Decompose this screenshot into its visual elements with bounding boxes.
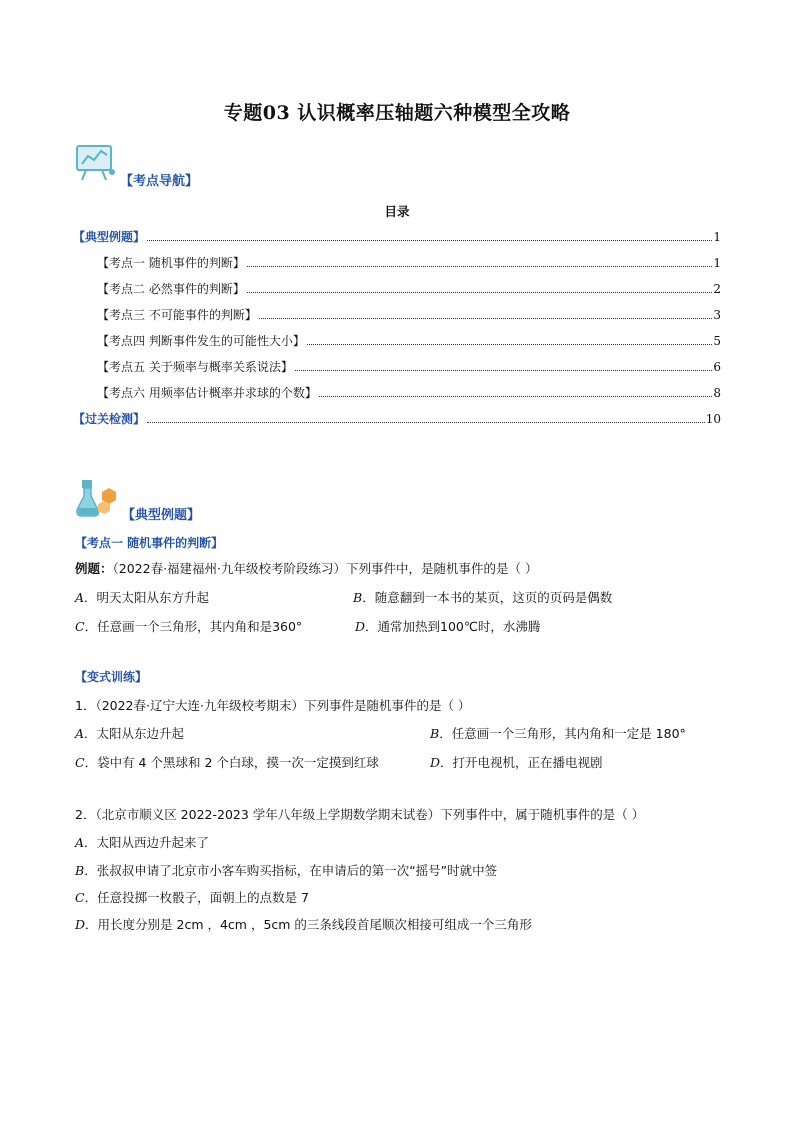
q1-option-d[interactable]: D．打开电视机，正在播电视剧 <box>430 755 603 770</box>
example-option-c[interactable]: C．任意画一个三角形，其内角和是360° <box>75 619 303 634</box>
presentation-board-icon <box>74 142 118 182</box>
point1-heading: 【考点一 随机事件的判断】 <box>75 536 224 550</box>
toc-entry[interactable]: 【考点一 随机事件的判断】 1 <box>97 256 721 270</box>
q2-option-b[interactable]: B．张叔叔申请了北京市小客车购买指标，在申请后的第一次“摇号”时就中签 <box>75 863 498 878</box>
toc-entry[interactable]: 【考点四 判断事件发生的可能性大小】 5 <box>97 334 721 348</box>
toc-entry[interactable]: 【过关检测】 10 <box>73 412 721 426</box>
example-option-b[interactable]: B．随意翻到一本书的某页，这页的页码是偶数 <box>353 590 613 605</box>
toc-entry[interactable]: 【考点五 关于频率与概率关系说法】 6 <box>97 360 721 374</box>
toc-entry[interactable]: 【典型例题】 1 <box>73 230 721 244</box>
toc-entry[interactable]: 【考点六 用频率估计概率并求球的个数】 8 <box>97 386 721 400</box>
example-stem: 例题：（2022春·福建福州·九年级校考阶段练习）下列事件中，是随机事件的是（ ） <box>75 561 538 576</box>
flask-icon <box>74 478 118 518</box>
q2-stem: 2．（北京市顺义区 2022-2023 学年八年级上学期数学期末试卷）下列事件中，属于随机事件的是（ ） <box>75 807 645 822</box>
examples-section-header: 【典型例题】 <box>122 508 201 523</box>
example-option-a[interactable]: A．明天太阳从东方升起 <box>75 590 210 605</box>
q2-option-d[interactable]: D．用长度分别是 2cm ，4cm ，5cm 的三条线段首尾顺次相接可组成一个三角形 <box>75 917 532 932</box>
q1-option-c[interactable]: C．袋中有 4 个黑球和 2 个白球，摸一次一定摸到红球 <box>75 755 379 770</box>
table-of-contents <box>73 228 721 426</box>
q2-option-c[interactable]: C．任意投掷一枚骰子，面朝上的点数是 7 <box>75 890 310 905</box>
page-title: 专题03 认识概率压轴题六种模型全攻略 <box>223 102 571 124</box>
q2-option-a[interactable]: A．太阳从西边升起来了 <box>75 835 210 850</box>
toc-entry[interactable]: 【考点二 必然事件的判断】 2 <box>97 282 721 296</box>
example-option-d[interactable]: D．通常加热到100℃时，水沸腾 <box>355 619 541 634</box>
q1-stem: 1．（2022春·辽宁大连·九年级校考期末）下列事件是随机事件的是（ ） <box>75 698 471 713</box>
toc-title: 目录 <box>384 204 410 219</box>
variation-heading: 【变式训练】 <box>75 670 148 684</box>
q1-option-a[interactable]: A．太阳从东边升起 <box>75 726 185 741</box>
nav-section-header: 【考点导航】 <box>120 174 199 189</box>
toc-entry[interactable]: 【考点三 不可能事件的判断】 3 <box>97 308 721 322</box>
q1-option-b[interactable]: B．任意画一个三角形，其内角和一定是 180° <box>430 726 686 741</box>
